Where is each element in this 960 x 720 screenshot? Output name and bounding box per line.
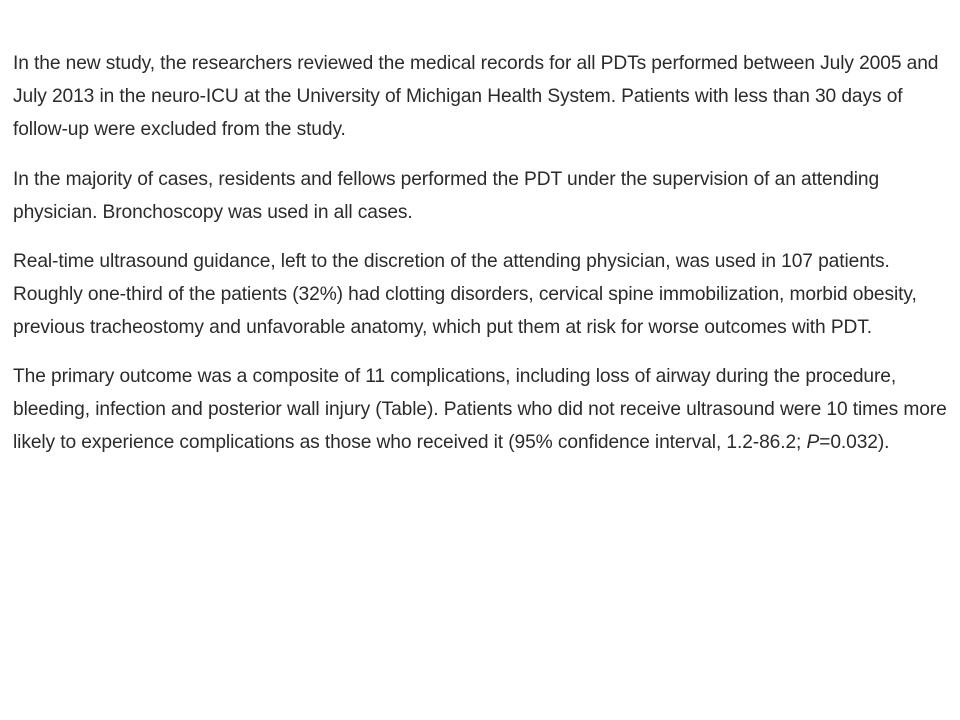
p-value-text: =0.032). [819,432,890,453]
outcome-text: The primary outcome was a composite of 11 complications, including loss of airway during the procedure, bleeding, infection and posterior wall injury (Table). Patients who did not receive ultrasound were 10 times more likely to experience complications as those who received it (95% confidence interval, 1.2-86.2; [13,366,947,453]
article-body [13,47,958,476]
p-value-symbol: P [806,432,820,453]
paragraph-ultrasound: Real-time ultrasound guidance, left to the discretion of the attending physician, was used in 107 patients. Roughly one-third of the patients (32%) had clotting disorders, cervical spine immobilization, morbid obesity, previous tracheostomy and unfavorable anatomy, which put them at risk for worse outcomes with PDT. [13,251,917,338]
paragraph-study-design: In the new study, the researchers reviewed the medical records for all PDTs performed between July 2005 and July 2013 in the neuro-ICU at the University of Michigan Health System. Patients with less than 30 days of follow-up were excluded from the study. [13,53,939,140]
paragraph-procedure: In the majority of cases, residents and fellows performed the PDT under the supervision of an attending physician. Bronchoscopy was used in all cases. [13,169,880,223]
paragraph-primary-outcome [13,360,958,459]
